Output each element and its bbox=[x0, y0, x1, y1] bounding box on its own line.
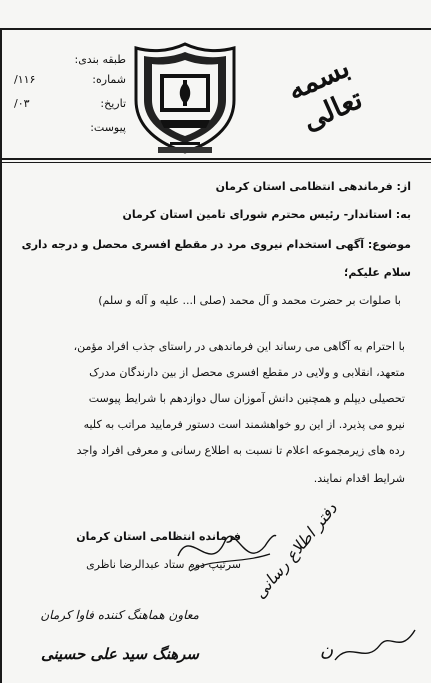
body-line-2: متعهد، انقلابی و ولایی در مقطع افسری محصل از بین دارندگان مدرک bbox=[89, 366, 405, 379]
classification-label: طبقه بندی: bbox=[74, 53, 126, 66]
body-line-1: با احترام به آگاهی می رساند این فرماندهی در راستای جذب افراد مؤمن، bbox=[73, 340, 405, 353]
margin-note-handwritten: دفتر اطلاع رسانی bbox=[250, 499, 341, 603]
to-line: به: استاندار- رئیس محترم شورای تامین استان کرمان bbox=[122, 208, 411, 221]
greeting-line: سلام علیکم؛ bbox=[344, 266, 411, 279]
number-label: شماره: bbox=[92, 73, 126, 86]
deputy-name-handwritten: سرهنگ سید علی حسینی bbox=[41, 645, 199, 663]
margin-scribble bbox=[330, 610, 420, 670]
header-divider-line bbox=[0, 158, 431, 160]
number-value: /۱۱۶ bbox=[14, 73, 36, 86]
police-emblem-icon bbox=[130, 40, 240, 156]
attachment-label: پیوست: bbox=[90, 121, 126, 134]
top-border-line bbox=[0, 28, 431, 30]
signature-name: سرتیپ دوم ستاد عبدالرضا ناظری bbox=[86, 558, 241, 571]
from-line: از: فرماندهی انتظامی استان کرمان bbox=[215, 180, 411, 193]
signature-title: فرمانده انتظامی استان کرمان bbox=[76, 530, 241, 543]
margin-code-handwritten: ن bbox=[320, 640, 334, 661]
body-line-3: تحصیلی دیپلم و همچنین دانش آموزان سال دوازدهم با شرایط پیوست bbox=[88, 392, 405, 405]
body-line-6: شرایط اقدام نمایند. bbox=[313, 472, 405, 485]
date-label: تاریخ: bbox=[100, 97, 126, 110]
number-row bbox=[14, 72, 126, 88]
header-divider-line-thin bbox=[0, 162, 431, 163]
classification-row bbox=[14, 52, 126, 68]
left-margin-line bbox=[0, 30, 2, 683]
salawat-line: با صلوات بر حضرت محمد و آل محمد (صلی ا... علیه و آله و سلم) bbox=[98, 294, 401, 307]
date-row bbox=[14, 96, 126, 112]
attachment-row bbox=[14, 120, 126, 136]
body-line-5: رده های زیرمجموعه اعلام تا نسبت به اطلاع رسانی و معرفی افراد واجد bbox=[76, 444, 405, 457]
date-value: /۰۳ bbox=[14, 97, 30, 110]
body-line-4: نیرو می پذیرد. از این رو خواهشمند است دستور فرمایید مراتب به کلیه bbox=[83, 418, 405, 431]
subject-line: موضوع: آگهی استخدام نیروی مرد در مقطع افسری محصل و درجه داری bbox=[21, 238, 411, 251]
deputy-title-handwritten: معاون هماهنگ کننده فاوا کرمان bbox=[40, 608, 199, 622]
basmala-heading: بسمه تعالی bbox=[282, 50, 368, 138]
